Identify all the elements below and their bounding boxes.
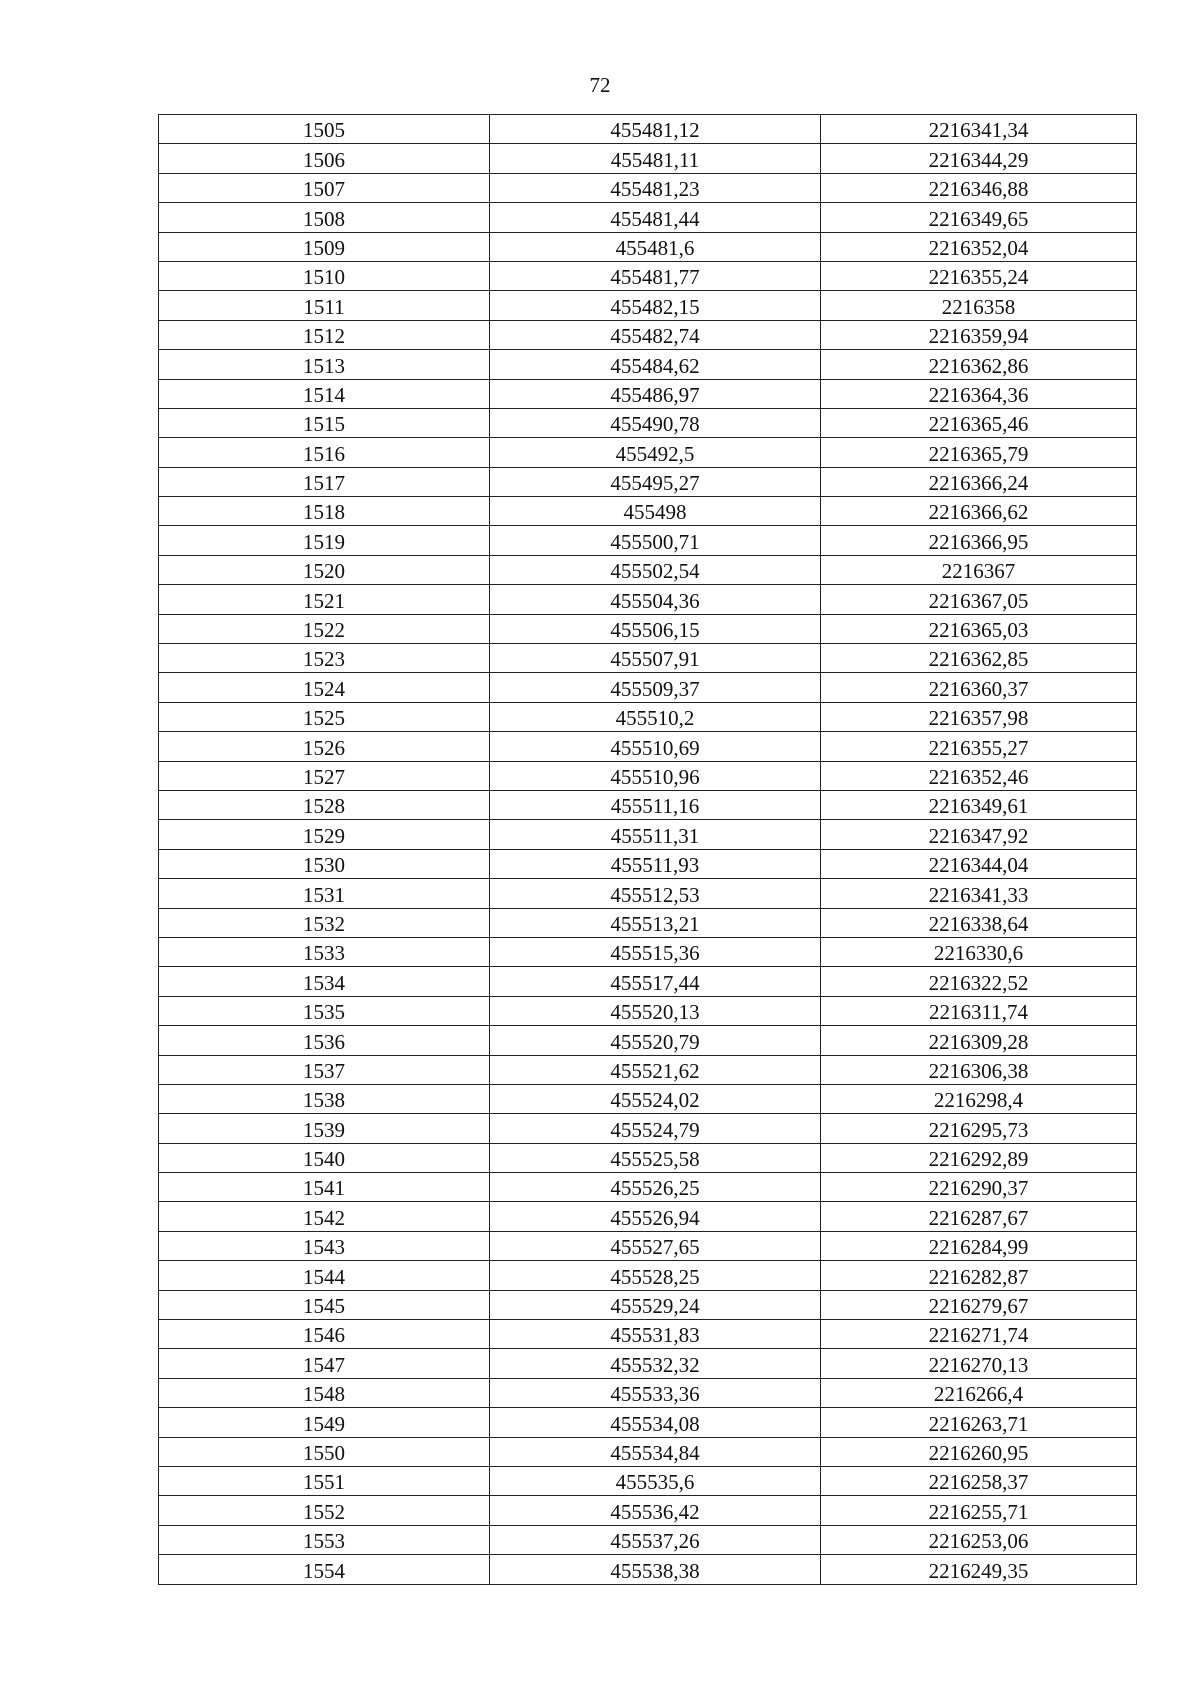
- y-coordinate-cell: 2216341,33: [821, 879, 1137, 908]
- x-coordinate-cell: 455534,08: [490, 1408, 821, 1437]
- x-coordinate-cell: 455481,6: [490, 232, 821, 261]
- x-coordinate-cell: 455512,53: [490, 879, 821, 908]
- y-coordinate-cell: 2216338,64: [821, 908, 1137, 937]
- x-coordinate-cell: 455498: [490, 497, 821, 526]
- point-number-cell: 1516: [159, 438, 490, 467]
- table-row: [159, 555, 1137, 584]
- x-coordinate-cell: 455538,38: [490, 1555, 821, 1584]
- y-coordinate-cell: 2216360,37: [821, 673, 1137, 702]
- y-coordinate-cell: 2216341,34: [821, 115, 1137, 144]
- point-number-cell: 1548: [159, 1378, 490, 1407]
- x-coordinate-cell: 455526,25: [490, 1173, 821, 1202]
- x-coordinate-cell: 455506,15: [490, 614, 821, 643]
- table-row: [159, 1437, 1137, 1466]
- table-row: [159, 790, 1137, 819]
- point-number-cell: 1513: [159, 350, 490, 379]
- point-number-cell: 1518: [159, 497, 490, 526]
- point-number-cell: 1512: [159, 320, 490, 349]
- x-coordinate-cell: 455517,44: [490, 967, 821, 996]
- y-coordinate-cell: 2216260,95: [821, 1437, 1137, 1466]
- table-row: [159, 1466, 1137, 1495]
- y-coordinate-cell: 2216358: [821, 291, 1137, 320]
- point-number-cell: 1519: [159, 526, 490, 555]
- point-number-cell: 1532: [159, 908, 490, 937]
- point-number-cell: 1514: [159, 379, 490, 408]
- point-number-cell: 1535: [159, 996, 490, 1025]
- y-coordinate-cell: 2216292,89: [821, 1143, 1137, 1172]
- table-row: [159, 1525, 1137, 1554]
- y-coordinate-cell: 2216253,06: [821, 1525, 1137, 1554]
- point-number-cell: 1554: [159, 1555, 490, 1584]
- table-row: [159, 1496, 1137, 1525]
- point-number-cell: 1539: [159, 1114, 490, 1143]
- x-coordinate-cell: 455531,83: [490, 1320, 821, 1349]
- x-coordinate-cell: 455535,6: [490, 1466, 821, 1495]
- y-coordinate-cell: 2216322,52: [821, 967, 1137, 996]
- point-number-cell: 1507: [159, 173, 490, 202]
- y-coordinate-cell: 2216367: [821, 555, 1137, 584]
- table-row: [159, 996, 1137, 1025]
- table-row: [159, 261, 1137, 290]
- x-coordinate-cell: 455525,58: [490, 1143, 821, 1172]
- table-row: [159, 1555, 1137, 1584]
- x-coordinate-cell: 455537,26: [490, 1525, 821, 1554]
- y-coordinate-cell: 2216255,71: [821, 1496, 1137, 1525]
- x-coordinate-cell: 455510,96: [490, 761, 821, 790]
- table-row: [159, 1055, 1137, 1084]
- table-row: [159, 849, 1137, 878]
- point-number-cell: 1521: [159, 585, 490, 614]
- table-row: [159, 908, 1137, 937]
- point-number-cell: 1542: [159, 1202, 490, 1231]
- x-coordinate-cell: 455481,23: [490, 173, 821, 202]
- table-row: [159, 1026, 1137, 1055]
- point-number-cell: 1549: [159, 1408, 490, 1437]
- x-coordinate-cell: 455513,21: [490, 908, 821, 937]
- x-coordinate-cell: 455520,13: [490, 996, 821, 1025]
- y-coordinate-cell: 2216366,62: [821, 497, 1137, 526]
- x-coordinate-cell: 455527,65: [490, 1231, 821, 1260]
- x-coordinate-cell: 455482,15: [490, 291, 821, 320]
- table-row: [159, 614, 1137, 643]
- table-row: [159, 350, 1137, 379]
- y-coordinate-cell: 2216362,85: [821, 644, 1137, 673]
- page-number: 72: [589, 73, 611, 97]
- y-coordinate-cell: 2216357,98: [821, 702, 1137, 731]
- table-row: [159, 232, 1137, 261]
- point-number-cell: 1526: [159, 732, 490, 761]
- table-row: [159, 967, 1137, 996]
- point-number-cell: 1506: [159, 144, 490, 173]
- x-coordinate-cell: 455526,94: [490, 1202, 821, 1231]
- y-coordinate-cell: 2216347,92: [821, 820, 1137, 849]
- x-coordinate-cell: 455490,78: [490, 408, 821, 437]
- point-number-cell: 1511: [159, 291, 490, 320]
- point-number-cell: 1544: [159, 1261, 490, 1290]
- y-coordinate-cell: 2216263,71: [821, 1408, 1137, 1437]
- y-coordinate-cell: 2216365,46: [821, 408, 1137, 437]
- x-coordinate-cell: 455529,24: [490, 1290, 821, 1319]
- y-coordinate-cell: 2216364,36: [821, 379, 1137, 408]
- x-coordinate-cell: 455524,79: [490, 1114, 821, 1143]
- y-coordinate-cell: 2216352,46: [821, 761, 1137, 790]
- table-row: [159, 879, 1137, 908]
- point-number-cell: 1540: [159, 1143, 490, 1172]
- table-row: [159, 644, 1137, 673]
- y-coordinate-cell: 2216355,27: [821, 732, 1137, 761]
- x-coordinate-cell: 455511,31: [490, 820, 821, 849]
- point-number-cell: 1524: [159, 673, 490, 702]
- y-coordinate-cell: 2216282,87: [821, 1261, 1137, 1290]
- y-coordinate-cell: 2216290,37: [821, 1173, 1137, 1202]
- point-number-cell: 1534: [159, 967, 490, 996]
- point-number-cell: 1517: [159, 467, 490, 496]
- table-row: [159, 1378, 1137, 1407]
- x-coordinate-cell: 455502,54: [490, 555, 821, 584]
- table-row: [159, 1231, 1137, 1260]
- x-coordinate-cell: 455524,02: [490, 1084, 821, 1113]
- x-coordinate-cell: 455481,77: [490, 261, 821, 290]
- point-number-cell: 1545: [159, 1290, 490, 1319]
- point-number-cell: 1508: [159, 203, 490, 232]
- y-coordinate-cell: 2216359,94: [821, 320, 1137, 349]
- point-number-cell: 1552: [159, 1496, 490, 1525]
- table-row: [159, 1290, 1137, 1319]
- x-coordinate-cell: 455521,62: [490, 1055, 821, 1084]
- x-coordinate-cell: 455510,69: [490, 732, 821, 761]
- y-coordinate-cell: 2216352,04: [821, 232, 1137, 261]
- x-coordinate-cell: 455515,36: [490, 937, 821, 966]
- x-coordinate-cell: 455528,25: [490, 1261, 821, 1290]
- x-coordinate-cell: 455492,5: [490, 438, 821, 467]
- x-coordinate-cell: 455482,74: [490, 320, 821, 349]
- table-row: [159, 1084, 1137, 1113]
- table-row: [159, 291, 1137, 320]
- point-number-cell: 1531: [159, 879, 490, 908]
- point-number-cell: 1533: [159, 937, 490, 966]
- y-coordinate-cell: 2216309,28: [821, 1026, 1137, 1055]
- table-row: [159, 1320, 1137, 1349]
- table-row: [159, 173, 1137, 202]
- point-number-cell: 1510: [159, 261, 490, 290]
- table-row: [159, 497, 1137, 526]
- point-number-cell: 1529: [159, 820, 490, 849]
- table-row: [159, 732, 1137, 761]
- table-row: [159, 1202, 1137, 1231]
- point-number-cell: 1547: [159, 1349, 490, 1378]
- y-coordinate-cell: 2216279,67: [821, 1290, 1137, 1319]
- y-coordinate-cell: 2216365,79: [821, 438, 1137, 467]
- x-coordinate-cell: 455534,84: [490, 1437, 821, 1466]
- x-coordinate-cell: 455481,12: [490, 115, 821, 144]
- table-row: [159, 1173, 1137, 1202]
- x-coordinate-cell: 455481,11: [490, 144, 821, 173]
- point-number-cell: 1522: [159, 614, 490, 643]
- y-coordinate-cell: 2216249,35: [821, 1555, 1137, 1584]
- x-coordinate-cell: 455509,37: [490, 673, 821, 702]
- x-coordinate-cell: 455507,91: [490, 644, 821, 673]
- table-row: [159, 467, 1137, 496]
- table-row: [159, 585, 1137, 614]
- y-coordinate-cell: 2216287,67: [821, 1202, 1137, 1231]
- point-number-cell: 1530: [159, 849, 490, 878]
- x-coordinate-cell: 455500,71: [490, 526, 821, 555]
- x-coordinate-cell: 455536,42: [490, 1496, 821, 1525]
- x-coordinate-cell: 455511,16: [490, 790, 821, 819]
- table-row: [159, 1114, 1137, 1143]
- y-coordinate-cell: 2216330,6: [821, 937, 1137, 966]
- table-row: [159, 1261, 1137, 1290]
- y-coordinate-cell: 2216346,88: [821, 173, 1137, 202]
- x-coordinate-cell: 455484,62: [490, 350, 821, 379]
- table-row: [159, 203, 1137, 232]
- x-coordinate-cell: 455532,32: [490, 1349, 821, 1378]
- x-coordinate-cell: 455504,36: [490, 585, 821, 614]
- x-coordinate-cell: 455481,44: [490, 203, 821, 232]
- point-number-cell: 1525: [159, 702, 490, 731]
- table-row: [159, 820, 1137, 849]
- x-coordinate-cell: 455486,97: [490, 379, 821, 408]
- y-coordinate-cell: 2216311,74: [821, 996, 1137, 1025]
- table-row: [159, 761, 1137, 790]
- y-coordinate-cell: 2216362,86: [821, 350, 1137, 379]
- coordinates-table-body: [159, 115, 1137, 1585]
- table-row: [159, 937, 1137, 966]
- point-number-cell: 1537: [159, 1055, 490, 1084]
- table-row: [159, 702, 1137, 731]
- point-number-cell: 1543: [159, 1231, 490, 1260]
- table-row: [159, 144, 1137, 173]
- y-coordinate-cell: 2216366,95: [821, 526, 1137, 555]
- table-row: [159, 115, 1137, 144]
- x-coordinate-cell: 455510,2: [490, 702, 821, 731]
- point-number-cell: 1515: [159, 408, 490, 437]
- y-coordinate-cell: 2216266,4: [821, 1378, 1137, 1407]
- y-coordinate-cell: 2216344,29: [821, 144, 1137, 173]
- point-number-cell: 1523: [159, 644, 490, 673]
- table-row: [159, 379, 1137, 408]
- y-coordinate-cell: 2216271,74: [821, 1320, 1137, 1349]
- table-row: [159, 438, 1137, 467]
- y-coordinate-cell: 2216284,99: [821, 1231, 1137, 1260]
- table-row: [159, 673, 1137, 702]
- x-coordinate-cell: 455533,36: [490, 1378, 821, 1407]
- table-row: [159, 1408, 1137, 1437]
- table-row: [159, 320, 1137, 349]
- point-number-cell: 1546: [159, 1320, 490, 1349]
- table-row: [159, 1349, 1137, 1378]
- point-number-cell: 1553: [159, 1525, 490, 1554]
- y-coordinate-cell: 2216258,37: [821, 1466, 1137, 1495]
- y-coordinate-cell: 2216270,13: [821, 1349, 1137, 1378]
- table-row: [159, 1143, 1137, 1172]
- y-coordinate-cell: 2216295,73: [821, 1114, 1137, 1143]
- y-coordinate-cell: 2216367,05: [821, 585, 1137, 614]
- point-number-cell: 1551: [159, 1466, 490, 1495]
- point-number-cell: 1505: [159, 115, 490, 144]
- y-coordinate-cell: 2216298,4: [821, 1084, 1137, 1113]
- y-coordinate-cell: 2216355,24: [821, 261, 1137, 290]
- x-coordinate-cell: 455511,93: [490, 849, 821, 878]
- point-number-cell: 1520: [159, 555, 490, 584]
- y-coordinate-cell: 2216349,61: [821, 790, 1137, 819]
- point-number-cell: 1536: [159, 1026, 490, 1055]
- x-coordinate-cell: 455520,79: [490, 1026, 821, 1055]
- y-coordinate-cell: 2216349,65: [821, 203, 1137, 232]
- coordinates-table: [158, 114, 1137, 1585]
- y-coordinate-cell: 2216306,38: [821, 1055, 1137, 1084]
- point-number-cell: 1527: [159, 761, 490, 790]
- point-number-cell: 1550: [159, 1437, 490, 1466]
- table-row: [159, 408, 1137, 437]
- x-coordinate-cell: 455495,27: [490, 467, 821, 496]
- y-coordinate-cell: 2216344,04: [821, 849, 1137, 878]
- y-coordinate-cell: 2216366,24: [821, 467, 1137, 496]
- point-number-cell: 1509: [159, 232, 490, 261]
- y-coordinate-cell: 2216365,03: [821, 614, 1137, 643]
- point-number-cell: 1541: [159, 1173, 490, 1202]
- table-row: [159, 526, 1137, 555]
- point-number-cell: 1538: [159, 1084, 490, 1113]
- point-number-cell: 1528: [159, 790, 490, 819]
